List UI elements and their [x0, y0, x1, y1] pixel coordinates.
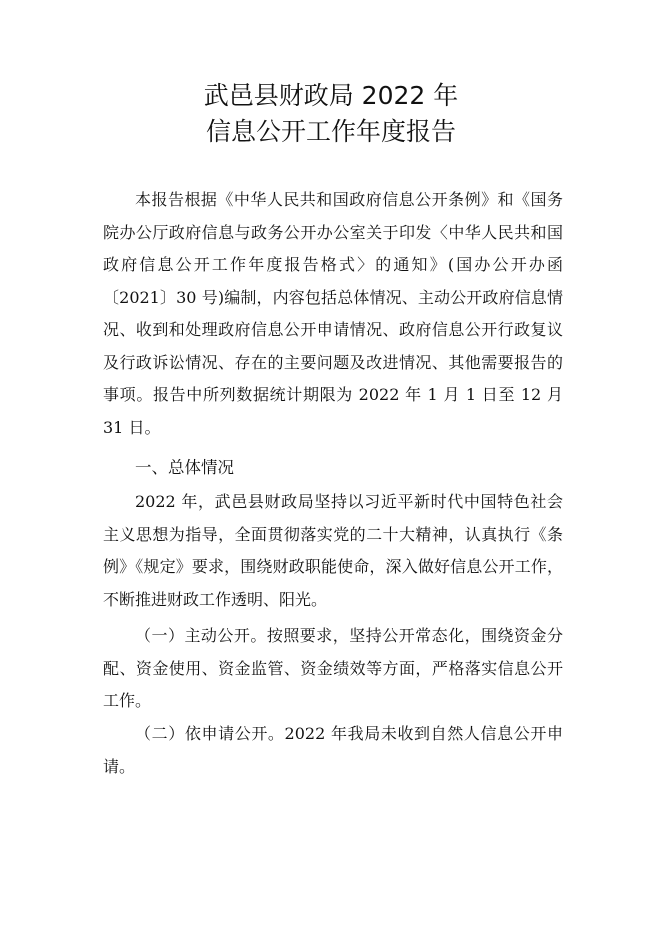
proactive-disclosure-paragraph [103, 620, 563, 718]
overview-paragraph [103, 486, 563, 616]
request-disclosure-text: （二）依申请公开。2022 年我局未收到自然人信息公开申请。 [103, 724, 563, 776]
section-heading-overview: 一、总体情况 [135, 458, 234, 477]
request-disclosure-paragraph [103, 718, 563, 783]
intro-paragraph [103, 184, 563, 444]
proactive-disclosure-text: （一）主动公开。按照要求，坚持公开常态化，围绕资金分配、资金使用、资金监管、资金绩效等方面，严格落实信息公开工作。 [103, 626, 563, 710]
overview-paragraph-text: 2022 年，武邑县财政局坚持以习近平新时代中国特色社会主义思想为指导，全面贯彻落实党的二十大精神，认真执行《条例》《规定》要求，围绕财政职能使命，深入做好信息公开工作，不断推进财政工作透明、阳光。 [103, 492, 563, 609]
document-title-line-1: 武邑县财政局 2022 年 [203, 81, 459, 110]
intro-paragraph-text: 本报告根据《中华人民共和国政府信息公开条例》和《国务院办公厅政府信息与政务公开办公室关于印发〈中华人民共和国政府信息公开工作年度报告格式〉的通知》(国办公开办函〔2021〕30 号)编制，内容包括总体情况、主动公开政府信息情况、收到和处理政府信息公开申请情况、政府信息公开行政复议及行政诉讼情况、存在的主要问题及改进情况、其他需要报告的事项。报告中所列数据统计期限为 2022 年 1 月 1 日至 12 月 31 日。 [103, 190, 563, 437]
document-title-line-2: 信息公开工作年度报告 [205, 117, 456, 146]
